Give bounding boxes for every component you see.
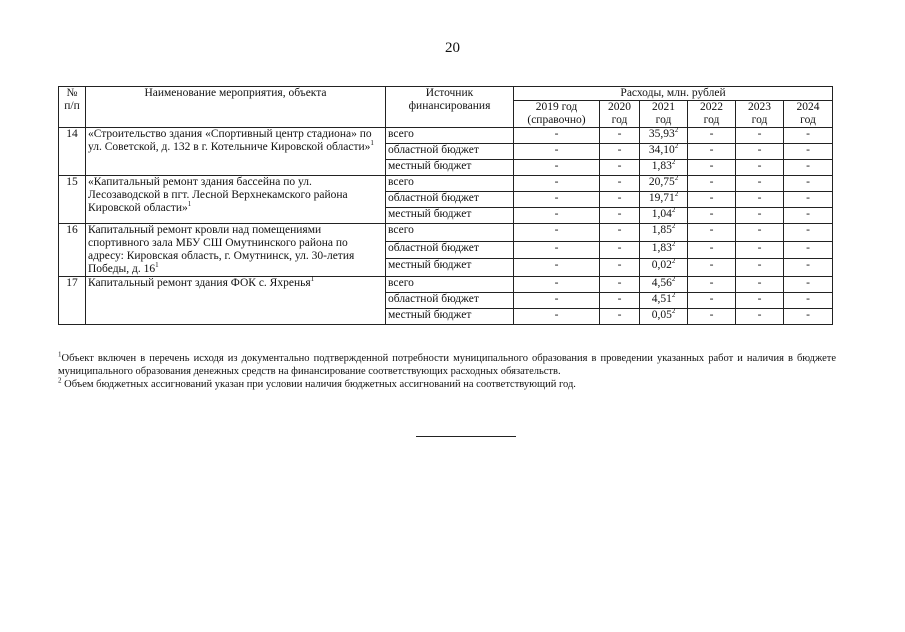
footnote-ref: 2 [671,257,676,266]
value-cell [514,208,600,224]
header-year-4 [736,101,784,128]
value-text: - [757,241,762,254]
object-name-text: «Строительство здания «Спортивный центр стадиона» по ул. Советской, д. 132 в г. Котельниче Кировской области» [88,128,372,153]
value-text: - [554,192,559,204]
value-cell [514,309,600,325]
value-text: - [617,192,622,204]
funding-source: областной бюджет [386,241,514,259]
value-text: - [806,277,810,289]
value-text: - [617,293,622,305]
value-text: - [617,144,622,156]
value-cell [736,192,784,208]
value-cell [600,144,640,160]
value-cell [640,208,688,224]
row-object-name [86,128,386,176]
value-text: - [709,208,714,220]
value-cell [600,208,640,224]
funding-source: всего [386,128,514,144]
value-cell [784,128,833,144]
page-number: 20 [445,40,460,56]
row-object-name [86,224,386,277]
value-text: - [617,259,622,272]
row-number: 17 [59,277,86,325]
footnote-ref: 1 [187,200,192,209]
value-text: - [757,259,762,272]
value-cell [688,293,736,309]
value-cell [736,128,784,144]
value-text: 1,85 [651,224,672,236]
value-text: - [806,160,810,172]
footnote-2 [58,378,836,391]
value-text: - [554,128,559,140]
funding-source: областной бюджет [386,144,514,160]
value-cell [784,259,833,277]
value-text: - [709,224,714,236]
value-cell [600,224,640,242]
funding-source: областной бюджет [386,192,514,208]
header-year-label: 2022 [700,101,723,113]
header-num: № п/п [59,87,86,128]
value-text: - [806,128,810,140]
header-year-1 [600,101,640,128]
header-year-note: год [703,114,720,126]
value-cell [736,241,784,259]
value-cell [736,309,784,325]
value-cell [514,128,600,144]
footnote-text: Объем бюджетных ассигнований указан при условии наличия бюджетных ассигнований на соответствующий год. [61,379,576,390]
value-text: - [617,176,622,188]
value-text: 4,51 [651,293,672,305]
value-cell [688,176,736,192]
end-rule [416,436,516,437]
value-text: - [806,224,810,236]
value-text: - [709,192,714,204]
value-cell [600,277,640,293]
footnote-ref: 2 [671,275,676,284]
object-name-text: Капитальный ремонт здания ФОК с. Яхренья [88,277,311,289]
value-cell [600,160,640,176]
value-cell [514,259,600,277]
header-year-note: год [800,114,816,126]
value-cell [784,208,833,224]
value-text: - [806,176,810,188]
value-text: - [757,277,762,289]
value-cell [784,192,833,208]
object-name-text: Капитальный ремонт кровли над помещениями спортивного зала МБУ СШ Омутнинского района по адресу: Кировская область, г. Омутнинск, ул. 30-летия Победы, д. 16 [88,224,355,275]
footnote-ref: 2 [674,190,679,199]
value-text: - [709,128,714,140]
footnote-ref: 2 [671,222,676,231]
value-cell [514,176,600,192]
footnotes [58,352,836,391]
value-text: 20,75 [648,176,675,188]
value-text: 1,04 [651,208,672,220]
value-cell [688,160,736,176]
header-year-note: год [751,114,768,126]
value-cell [640,160,688,176]
value-text: 4,56 [651,277,672,289]
value-text: - [554,277,559,289]
funding-source: всего [386,224,514,242]
value-cell [784,176,833,192]
funding-source: местный бюджет [386,259,514,277]
table-body [59,128,833,325]
value-cell [784,224,833,242]
value-cell [514,160,600,176]
value-text: - [757,224,762,236]
funding-source: местный бюджет [386,208,514,224]
footnote-ref: 2 [674,142,679,151]
value-text: 0,05 [651,309,672,321]
row-number: 16 [59,224,86,277]
value-cell [600,241,640,259]
value-text: - [709,241,714,254]
header-year-label: 2023 [748,101,771,113]
row-number: 15 [59,176,86,224]
header-year-note: год [655,114,672,126]
header-row-1 [59,87,833,101]
value-cell [600,259,640,277]
value-cell [688,241,736,259]
row-number: 14 [59,128,86,176]
header-year-3 [688,101,736,128]
value-cell [784,277,833,293]
footnote-marker: 2 [58,376,62,385]
header-year-5 [784,101,833,128]
value-text: - [806,309,810,321]
header-year-label: 2020 [608,101,631,113]
value-text: - [617,160,622,172]
value-cell [640,277,688,293]
value-text: 1,83 [651,241,672,254]
value-cell [600,128,640,144]
value-cell [736,224,784,242]
row-object-name [86,176,386,224]
row-object-name [86,277,386,325]
value-text: - [806,259,810,272]
value-text: - [709,160,714,172]
value-text: - [806,241,810,254]
value-text: - [554,176,559,188]
footnote-ref: 2 [674,126,679,135]
footnote-ref: 2 [671,239,676,248]
value-text: - [709,259,714,272]
value-text: - [709,293,714,305]
value-text: - [554,224,559,236]
value-cell [640,176,688,192]
value-text: - [709,144,714,156]
value-cell [600,176,640,192]
footnote-ref: 1 [310,275,315,284]
value-text: - [617,241,622,254]
value-cell [640,259,688,277]
value-text: - [617,309,622,321]
header-name: Наименование мероприятия, объекта [86,87,386,128]
value-cell [736,160,784,176]
value-cell [514,144,600,160]
value-cell [688,208,736,224]
value-text: - [806,293,810,305]
header-year-label: 2024 [796,101,820,113]
value-text: - [554,160,559,172]
value-text: - [806,144,810,156]
value-text: - [757,208,762,220]
header-year-label: 2021 [652,101,675,113]
value-text: - [554,293,559,305]
footnote-ref: 1 [370,139,374,148]
funding-source: всего [386,277,514,293]
value-cell [736,259,784,277]
table-row [59,277,833,293]
value-text: - [806,192,810,204]
value-text: 1,83 [651,160,672,172]
footnote-text: Объект включен в перечень исходя из документально подтвержденной потребности муниципального образования в проведении указанных работ и наличия в бюджете муниципального образования денежных средств на финансирование соответствующих расходных обязательств. [58,353,836,377]
value-cell [640,309,688,325]
value-text: 19,71 [648,192,675,204]
value-text: - [617,128,622,140]
value-cell [600,192,640,208]
value-text: - [617,277,622,289]
value-text: - [617,224,622,236]
value-cell [688,192,736,208]
value-cell [514,192,600,208]
value-text: 0,02 [651,259,672,272]
value-text: - [757,128,762,140]
value-cell [600,309,640,325]
value-text: - [757,192,762,204]
funding-source: местный бюджет [386,160,514,176]
table-row [59,224,833,242]
footnote-ref: 2 [671,291,676,300]
footnote-ref: 2 [671,206,676,215]
value-cell [640,241,688,259]
value-text: - [709,309,714,321]
value-text: 35,93 [648,128,675,140]
value-cell [688,259,736,277]
value-text: - [709,176,714,188]
value-cell [784,241,833,259]
header-year-note: (справочно) [527,114,586,126]
value-cell [736,208,784,224]
funding-source: местный бюджет [386,309,514,325]
value-cell [640,293,688,309]
value-text: - [757,160,762,172]
value-cell [514,241,600,259]
value-cell [688,309,736,325]
value-text: - [554,241,559,254]
value-cell [736,277,784,293]
expenses-table [58,86,833,325]
value-cell [736,176,784,192]
value-text: - [757,309,762,321]
value-cell [688,277,736,293]
value-cell [514,277,600,293]
value-cell [640,144,688,160]
table-row [59,128,833,144]
value-cell [514,293,600,309]
value-cell [640,128,688,144]
header-year-2 [640,101,688,128]
value-text: - [554,208,559,220]
value-text: - [806,208,810,220]
value-cell [640,224,688,242]
value-cell [688,224,736,242]
footnote-ref: 2 [671,307,676,316]
footnote-1 [58,352,836,378]
value-text: - [617,208,622,220]
value-cell [784,309,833,325]
value-cell [736,144,784,160]
object-name-text: «Капитальный ремонт здания бассейна по ул. Лесозаводской в пгт. Лесной Верхнекамского района Кировской области» [88,176,348,214]
value-text: - [709,277,714,289]
footnote-ref: 1 [155,261,159,270]
footnote-ref: 2 [671,158,676,167]
funding-source: областной бюджет [386,293,514,309]
header-year-label: 2019 год [535,101,578,113]
value-text: - [757,176,762,188]
value-text: - [554,144,559,156]
footnote-ref: 2 [674,174,679,183]
value-cell [688,128,736,144]
value-text: - [757,144,762,156]
header-expenses: Расходы, млн. рублей [514,87,833,101]
header-year-note: год [611,114,628,126]
header-source: Источник финансирования [386,87,514,128]
funding-source: всего [386,176,514,192]
value-cell [736,293,784,309]
value-cell [514,224,600,242]
value-cell [640,192,688,208]
value-text: 34,10 [648,144,675,156]
value-cell [784,160,833,176]
value-cell [600,293,640,309]
value-text: - [757,293,762,305]
value-cell [784,293,833,309]
value-text: - [554,309,559,321]
table-row [59,176,833,192]
value-cell [688,144,736,160]
value-cell [784,144,833,160]
header-year-0 [514,101,600,128]
value-text: - [554,259,559,272]
footnote-marker: 1 [58,350,62,359]
